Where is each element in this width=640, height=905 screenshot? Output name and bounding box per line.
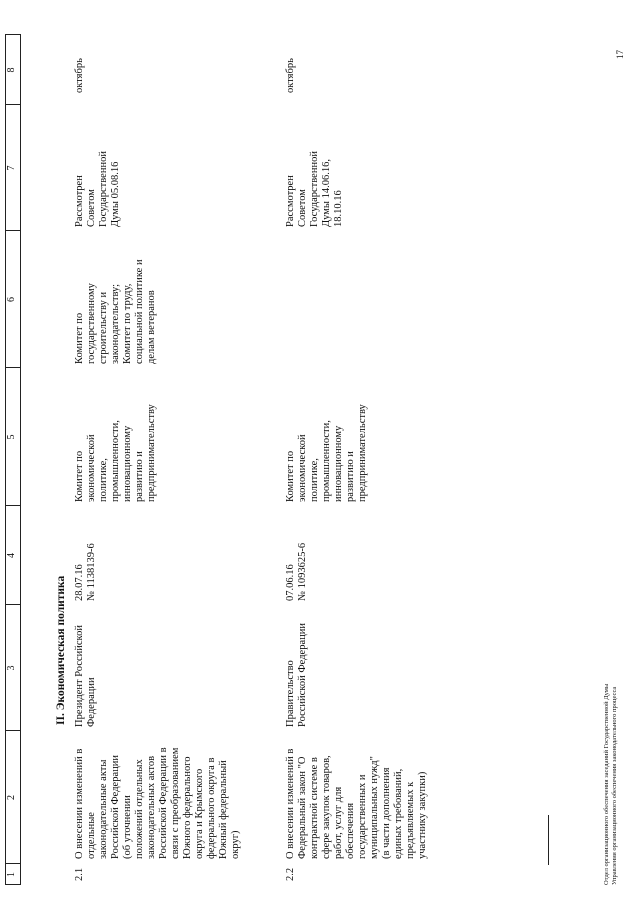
header-bottom-border (20, 35, 21, 885)
header-number: 2 (6, 795, 17, 800)
rotated-table-sheet: 1 2 3 4 5 6 7 8 II. Экономическая политика 2.1 О внесении изменений в отдельные законодательные акты Российской Федерации (об уточнении положений отдельных законодательных актов Российской Федерации в связи с преобразованием Южного федерального округа и Крымского федерального округа в Южный федеральный округ) Президент Российской Федерации 28.07.16 № 1138139-6 Комитет по экономической политике, промышленности, инновационному развитию и предпринимательству Комитет по государственному строительству и законодательству; Комитет по труду, социальной политике и делам ветеранов Рассмотрен Советом Государственной Думы 05.08.16 октябрь 2.2 О внесении изменений в Федеральный закон "О контрактной системе в сфере закупок товаров, работ, услуг для обеспечения государственных и муниципальных нужд" (в части дополнения единых требований, предъявляемых к участнику закупки) Правительство Российской Федерации 07.06.16 № 1093625-6 Комитет по экономической политике, промышленности, инновационному развитию и предпринимательству Рассмотрен Советом Государственной Думы 14.06.16, 18.10.16 октябрь Отдел организационного обеспечения заседаний Государственной Думы Управления организационного обеспечения законодательного процесса 17 (0, 0, 640, 905)
footer-line: Отдел организационного обеспечения заседаний Государственной Думы (603, 683, 610, 885)
header-number: 4 (6, 553, 17, 558)
section-title: II. Экономическая политика (55, 575, 67, 725)
header-number: 5 (6, 434, 17, 440)
footnote-rule (548, 815, 549, 865)
header-number: 6 (6, 297, 17, 302)
header-number: 8 (6, 67, 17, 73)
page-number: 17 (615, 50, 625, 59)
row-month: октябрь (74, 58, 85, 93)
row-number: 2.1 (74, 867, 85, 881)
row-month: октябрь (285, 58, 296, 93)
footer-line: Управления организационного обеспечения законодательного процесса (611, 686, 618, 885)
header-number: 3 (6, 665, 17, 671)
header-number: 7 (6, 165, 17, 171)
row-number: 2.2 (285, 867, 296, 881)
header-number: 1 (6, 872, 17, 877)
